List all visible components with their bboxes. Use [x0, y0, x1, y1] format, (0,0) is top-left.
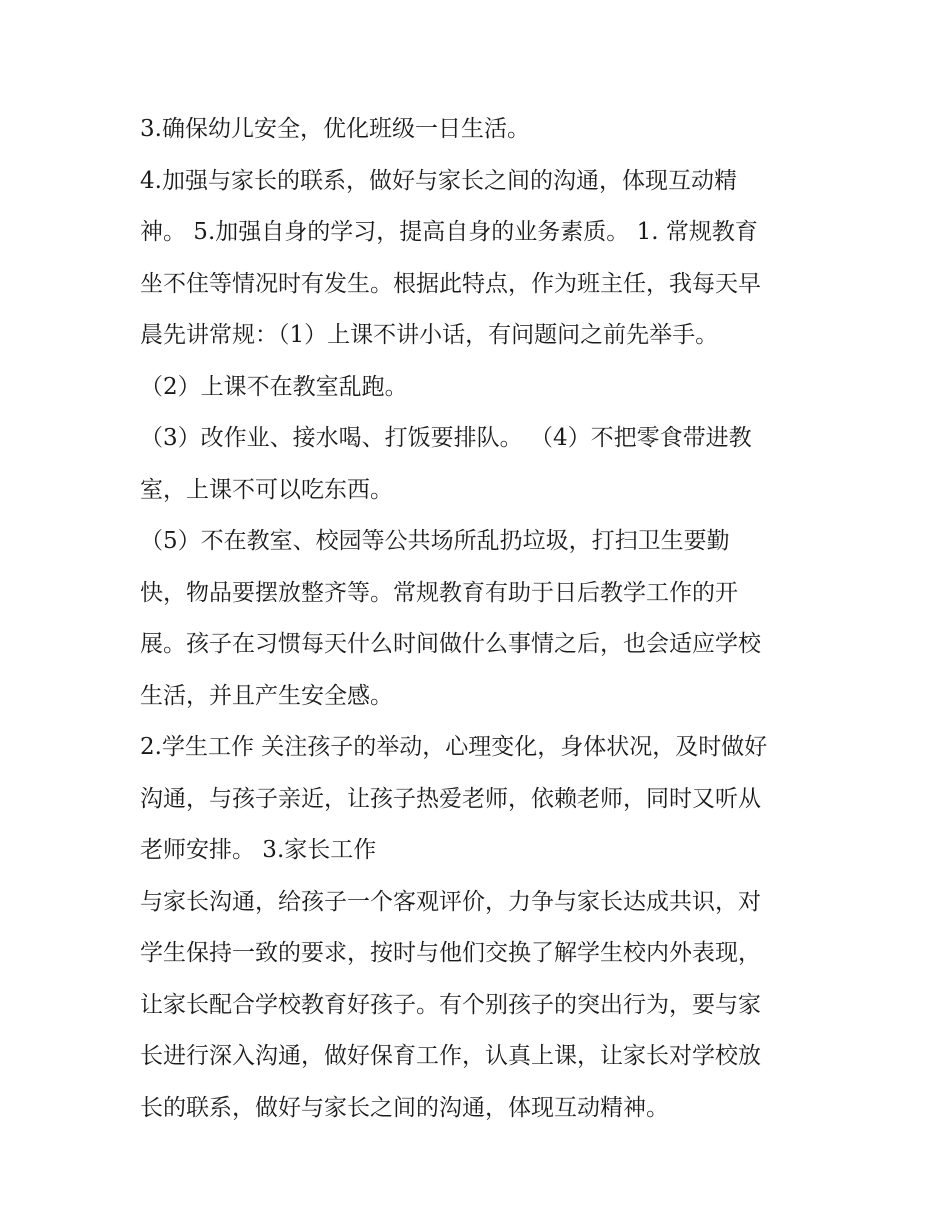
- text-line: 室，上课不可以吃东西。: [140, 476, 393, 503]
- text-line: 神。 5.加强自身的学习，提高自身的业务素质。 1. 常规教育: [140, 219, 758, 245]
- text-line: 让家长配合学校教育好孩子。有个别孩子的突出行为，要与家: [140, 991, 761, 1018]
- text-line: 学生保持一致的要求，按时与他们交换了解学生校内外表现，: [140, 940, 761, 966]
- text-line: 2.学生工作 关注孩子的举动，心理变化，身体状况，及时做好: [140, 734, 768, 760]
- text-line: 生活，并且产生安全感。: [140, 682, 393, 709]
- text-line: 晨先讲常规：（1）上课不讲小话，有问题问之前先举手。: [140, 322, 719, 348]
- text-line: 快，物品要摆放整齐等。常规教育有助于日后教学工作的开: [140, 579, 738, 606]
- text-line: 长进行深入沟通，做好保育工作，认真上课，让家长对学校放: [140, 1043, 761, 1069]
- text-line: 沟通，与孩子亲近，让孩子热爱老师，依赖老师，同时又听从: [140, 785, 761, 812]
- text-line: （5）不在教室、校园等公共场所乱扔垃圾，打扫卫生要勤: [140, 528, 730, 554]
- text-line: 坐不住等情况时有发生。根据此特点，作为班主任，我每天早: [140, 270, 761, 297]
- text-line: 老师安排。 3.家长工作: [140, 837, 377, 863]
- text-line: 长的联系，做好与家长之间的沟通，体现互动精神。: [140, 1094, 669, 1121]
- text-line: 展。孩子在习惯每天什么时间做什么事情之后，也会适应学校: [140, 631, 761, 657]
- text-line: （2）上课不在教室乱跑。: [140, 373, 408, 400]
- text-line: 与家长沟通，给孩子一个客观评价，力争与家长达成共识，对: [140, 888, 761, 915]
- text-line: （3）改作业、接水喝、打饭要排队。 （4）不把零食带进教: [140, 425, 752, 451]
- text-line: 3.确保幼儿安全，优化班级一日生活。: [140, 116, 530, 142]
- text-line: 4.加强与家长的联系，做好与家长之间的沟通，体现互动精: [140, 167, 737, 194]
- document-body: [140, 104, 820, 1134]
